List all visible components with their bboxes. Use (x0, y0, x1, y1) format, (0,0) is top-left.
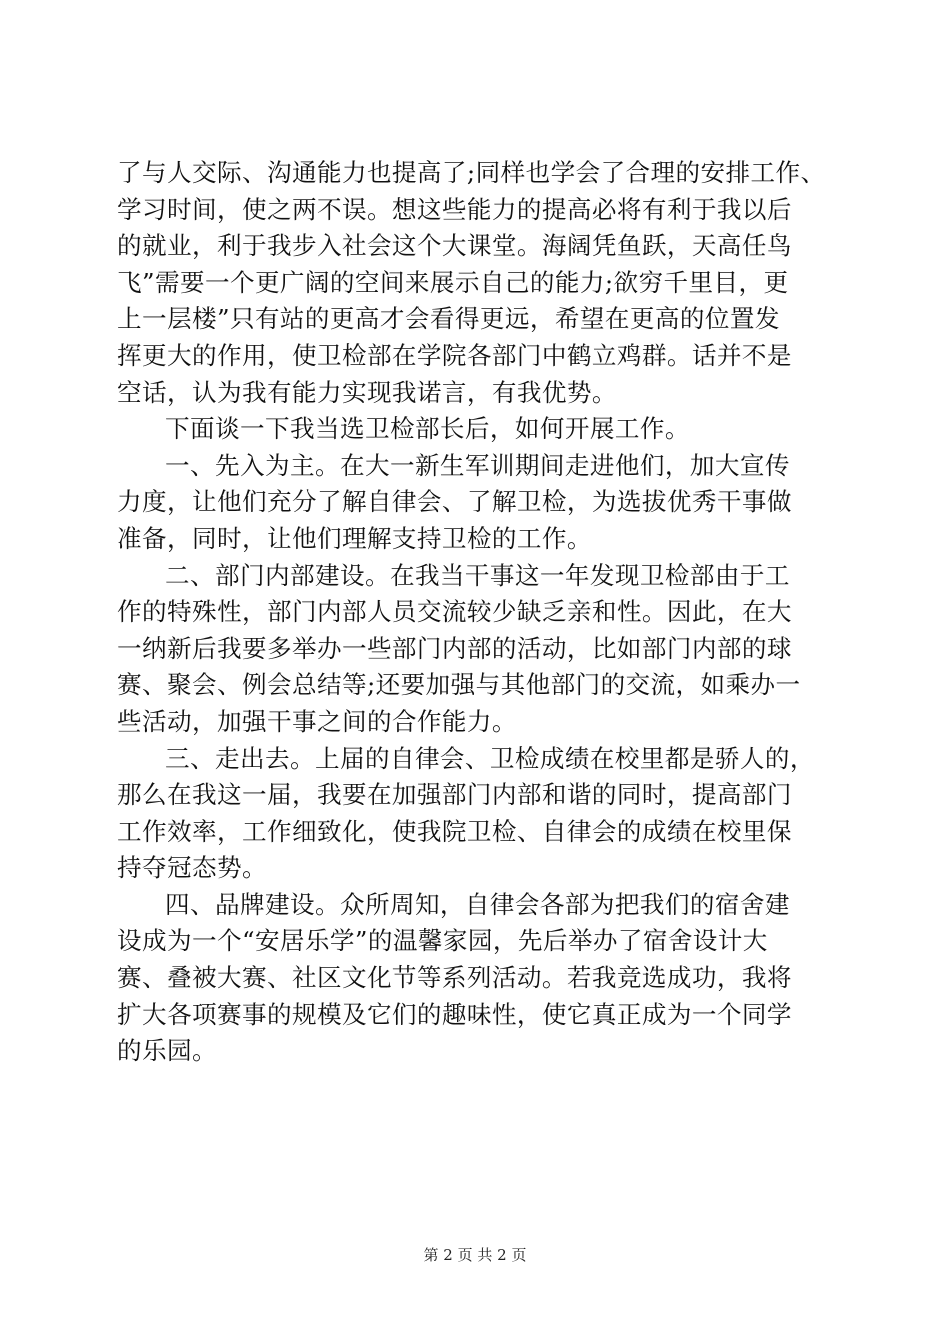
text-line: 工作效率，工作细致化，使我院卫检、自律会的成绩在校里保 (117, 816, 792, 846)
text-line: 二、部门内部建设。在我当干事这一年发现卫检部由于工 (165, 560, 790, 590)
page-footer: 第 2 页 共 2 页 (423, 1246, 527, 1264)
text-line: 的就业，利于我步入社会这个大课堂。海阔凭鱼跃，天高任鸟 (117, 231, 792, 261)
text-line: 一纳新后我要多举办一些部门内部的活动，比如部门内部的球 (117, 633, 792, 663)
text-line: 作的特殊性，部门内部人员交流较少缺乏亲和性。因此，在大 (117, 597, 792, 627)
text-line: 赛、聚会、例会总结等;还要加强与其他部门的交流，如乘办一 (117, 670, 801, 700)
text-line: 些活动，加强干事之间的合作能力。 (117, 706, 517, 736)
text-line: 学习时间，使之两不误。想这些能力的提高必将有利于我以后 (117, 194, 792, 224)
text-line: 上一层楼”只有站的更高才会看得更远，希望在更高的位置发 (117, 304, 780, 334)
text-line: 那么在我这一届，我要在加强部门内部和谐的同时，提高部门 (117, 780, 792, 810)
text-line: 飞”需要一个更广阔的空间来展示自己的能力;欲穷千里目，更 (117, 267, 789, 297)
text-line: 了与人交际、沟通能力也提高了;同样也学会了合理的安排工作、 (117, 158, 826, 187)
text-line: 扩大各项赛事的规模及它们的趣味性，使它真正成为一个同学 (117, 999, 792, 1029)
text-line: 设成为一个“安居乐学”的温馨家园，先后举办了宿舍设计大 (117, 926, 768, 956)
text-line: 挥更大的作用，使卫检部在学院各部门中鹤立鸡群。话并不是 (117, 340, 792, 370)
text-line: 一、先入为主。在大一新生军训期间走进他们，加大宣传 (165, 450, 790, 480)
body-text (117, 155, 835, 1070)
text-line: 持夺冠态势。 (117, 853, 267, 883)
text-line: 的乐园。 (117, 1036, 217, 1066)
text-line: 力度，让他们充分了解自律会、了解卫检，为选拔优秀干事做 (117, 487, 792, 517)
text-line: 空话，认为我有能力实现我诺言，有我优势。 (117, 377, 617, 407)
text-line: 赛、叠被大赛、社区文化节等系列活动。若我竞选成功，我将 (117, 963, 792, 993)
text-line: 准备，同时，让他们理解支持卫检的工作。 (117, 523, 592, 553)
text-line: 下面谈一下我当选卫检部长后，如何开展工作。 (165, 414, 690, 444)
text-line: 四、品牌建设。众所周知，自律会各部为把我们的宿舍建 (165, 889, 790, 919)
text-line: 三、走出去。上届的自律会、卫检成绩在校里都是骄人的， (165, 743, 815, 773)
